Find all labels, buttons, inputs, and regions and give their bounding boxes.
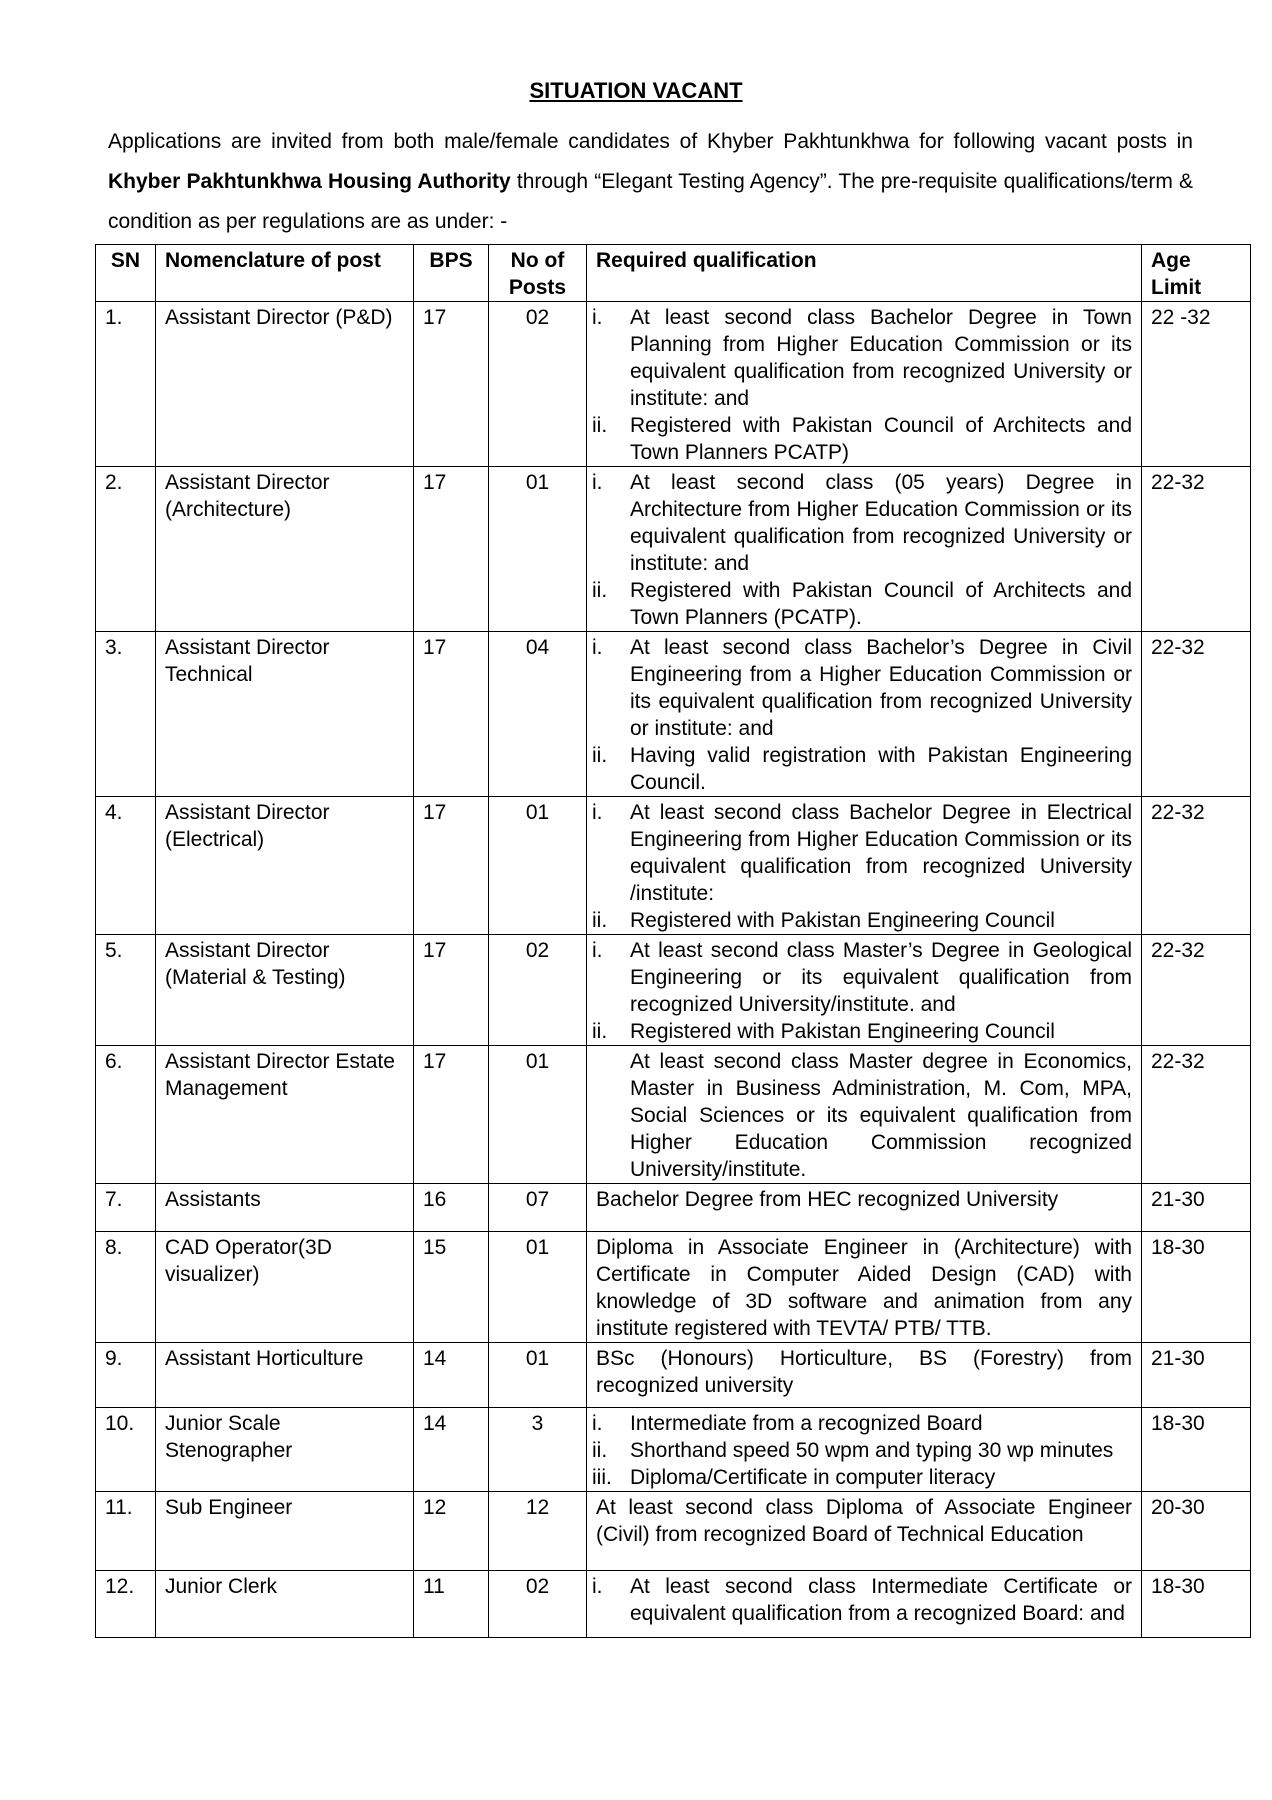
table-row — [96, 1046, 1251, 1184]
table-header-row — [96, 245, 1251, 302]
cell-bps: 17 — [414, 632, 489, 797]
cell-age: 22-32 — [1142, 1046, 1251, 1184]
qualification-item — [592, 634, 1132, 742]
header-qualification: Required qualification — [587, 245, 1142, 302]
cell-bps: 17 — [414, 797, 489, 935]
cell-sn: 4. — [96, 797, 156, 935]
header-bps: BPS — [414, 245, 489, 302]
cell-qualification — [587, 467, 1142, 632]
header-sn: SN — [96, 245, 156, 302]
cell-post: Junior Scale Stenographer — [156, 1408, 414, 1492]
qualification-marker: i. — [592, 1575, 603, 1598]
cell-sn: 5. — [96, 935, 156, 1046]
cell-bps: 11 — [414, 1571, 489, 1638]
qualification-list — [592, 304, 1132, 466]
qualification-item — [592, 1018, 1132, 1045]
cell-sn: 12. — [96, 1571, 156, 1638]
cell-post: Assistant Director Technical — [156, 632, 414, 797]
qualification-item — [592, 799, 1132, 907]
qualification-marker: i. — [592, 801, 603, 824]
qualification-text: At least second class (05 years) Degree in Architecture from Higher Education Commission or its equivalent qualification from recognized University or institute: and — [630, 471, 1132, 575]
cell-qualification — [587, 1571, 1142, 1638]
table-row — [96, 1232, 1251, 1343]
table-row — [96, 1184, 1251, 1232]
table-row — [96, 1408, 1251, 1492]
cell-bps: 17 — [414, 1046, 489, 1184]
cell-sn: 8. — [96, 1232, 156, 1343]
qualification-text: Registered with Pakistan Council of Architects and Town Planners (PCATP). — [630, 579, 1132, 629]
cell-post: Assistant Director (P&D) — [156, 302, 414, 467]
qualification-marker: ii. — [592, 579, 608, 602]
qualification-marker: i. — [592, 471, 603, 494]
cell-post: Assistant Director (Electrical) — [156, 797, 414, 935]
cell-sn: 11. — [96, 1492, 156, 1571]
cell-qualification — [587, 935, 1142, 1046]
qualification-list — [592, 799, 1132, 934]
cell-post: Assistant Horticulture — [156, 1343, 414, 1408]
cell-age: 21-30 — [1142, 1343, 1251, 1408]
cell-posts: 3 — [489, 1408, 587, 1492]
qualification-marker: ii. — [592, 909, 608, 932]
qualification-text: At least second class Intermediate Certificate or equivalent qualification from a recognized Board: and — [630, 1575, 1132, 1625]
qualification-text: Diploma/Certificate in computer literacy — [630, 1466, 996, 1489]
qualification-list — [592, 1410, 1132, 1491]
cell-age: 22-32 — [1142, 632, 1251, 797]
qualification-marker: i. — [592, 939, 603, 962]
cell-sn: 9. — [96, 1343, 156, 1408]
cell-qualification — [587, 1046, 1142, 1184]
cell-post: Junior Clerk — [156, 1571, 414, 1638]
cell-post: Assistant Director (Architecture) — [156, 467, 414, 632]
intro-text-2: through “Elegant Testing Agency”. The pre-requisite qualifications/term & condition as per regulations are as under: - — [108, 170, 1193, 233]
qualification-item — [592, 742, 1132, 796]
qualification-item — [592, 937, 1132, 1018]
cell-age: 22-32 — [1142, 797, 1251, 935]
table-row — [96, 302, 1251, 467]
cell-posts: 01 — [489, 1343, 587, 1408]
cell-bps: 17 — [414, 935, 489, 1046]
qualification-marker: iii. — [592, 1466, 612, 1489]
cell-sn: 6. — [96, 1046, 156, 1184]
cell-bps: 14 — [414, 1408, 489, 1492]
cell-qualification: Diploma in Associate Engineer in (Architecture) with Certificate in Computer Aided Design (CAD) with knowledge of 3D software and animation from any institute registered with TEVTA/ PTB/ TTB. — [587, 1232, 1142, 1343]
cell-posts: 01 — [489, 1046, 587, 1184]
intro-paragraph — [108, 122, 1193, 242]
table-row — [96, 1492, 1251, 1571]
qualification-marker: ii. — [592, 414, 608, 437]
qualification-text: At least second class Bachelor Degree in Town Planning from Higher Education Commission or its equivalent qualification from recognized University or institute: and — [630, 306, 1132, 410]
cell-post: Sub Engineer — [156, 1492, 414, 1571]
qualification-text: Shorthand speed 50 wpm and typing 30 wp minutes — [630, 1439, 1114, 1462]
cell-bps: 14 — [414, 1343, 489, 1408]
cell-post: Assistant Director (Material & Testing) — [156, 935, 414, 1046]
qualification-list — [592, 937, 1132, 1045]
intro-org-name: Khyber Pakhtunkhwa Housing Authority — [108, 170, 511, 193]
cell-qualification — [587, 632, 1142, 797]
qualification-item — [592, 577, 1132, 631]
qualification-text: At least second class Bachelor’s Degree in Civil Engineering from a Higher Education Commission or its equivalent qualification from recognized University or institute: and — [630, 636, 1132, 740]
qualification-marker: ii. — [592, 744, 608, 767]
qualification-item — [592, 907, 1132, 934]
intro-text-1: Applications are invited from both male/female candidates of Khyber Pakhtunkhwa for following vacant posts in — [108, 130, 1193, 153]
table-row — [96, 1571, 1251, 1638]
qualification-marker: i. — [592, 1412, 603, 1435]
cell-bps: 15 — [414, 1232, 489, 1343]
qualification-list — [592, 469, 1132, 631]
cell-age: 21-30 — [1142, 1184, 1251, 1232]
qualification-list — [592, 634, 1132, 796]
qualification-text: At least second class Bachelor Degree in Electrical Engineering from Higher Education Commission or its equivalent qualification from recognized University /institute: — [630, 801, 1132, 905]
cell-sn: 7. — [96, 1184, 156, 1232]
qualification-text: Having valid registration with Pakistan Engineering Council. — [630, 744, 1132, 794]
cell-post: CAD Operator(3D visualizer) — [156, 1232, 414, 1343]
qualification-item — [592, 1573, 1132, 1627]
qualification-marker: ii. — [592, 1020, 608, 1043]
table-row — [96, 632, 1251, 797]
cell-bps: 17 — [414, 467, 489, 632]
cell-age: 18-30 — [1142, 1232, 1251, 1343]
qualification-item — [592, 1437, 1132, 1464]
header-age: Age Limit — [1142, 245, 1251, 302]
table-row — [96, 935, 1251, 1046]
header-post: Nomenclature of post — [156, 245, 414, 302]
qualification-item — [592, 304, 1132, 412]
qualification-item — [596, 1048, 1132, 1183]
cell-posts: 01 — [489, 1232, 587, 1343]
table-row — [96, 797, 1251, 935]
cell-posts: 04 — [489, 632, 587, 797]
cell-qualification — [587, 1408, 1142, 1492]
cell-age: 18-30 — [1142, 1408, 1251, 1492]
qualification-list — [592, 1573, 1132, 1627]
qualification-item — [592, 469, 1132, 577]
cell-qualification: Bachelor Degree from HEC recognized University — [587, 1184, 1142, 1232]
cell-posts: 01 — [489, 797, 587, 935]
table-row — [96, 467, 1251, 632]
cell-qualification — [587, 797, 1142, 935]
cell-qualification: At least second class Diploma of Associate Engineer (Civil) from recognized Board of Technical Education — [587, 1492, 1142, 1571]
qualification-text: Registered with Pakistan Engineering Council — [630, 909, 1055, 932]
cell-post: Assistant Director Estate Management — [156, 1046, 414, 1184]
cell-qualification — [587, 302, 1142, 467]
qualification-item — [592, 412, 1132, 466]
qualification-text: Intermediate from a recognized Board — [630, 1412, 983, 1435]
qualification-marker: ii. — [592, 1439, 608, 1462]
page-title: SITUATION VACANT — [529, 78, 743, 103]
cell-sn: 1. — [96, 302, 156, 467]
cell-age: 20-30 — [1142, 1492, 1251, 1571]
cell-sn: 10. — [96, 1408, 156, 1492]
cell-qualification: BSc (Honours) Horticulture, BS (Forestry) from recognized university — [587, 1343, 1142, 1408]
qualification-text: Registered with Pakistan Council of Architects and Town Planners PCATP) — [630, 414, 1132, 464]
qualification-text: At least second class Master’s Degree in Geological Engineering or its equivalent qualification from recognized University/institute. and — [630, 939, 1132, 1016]
cell-posts: 01 — [489, 467, 587, 632]
cell-sn: 3. — [96, 632, 156, 797]
cell-posts: 02 — [489, 1571, 587, 1638]
cell-bps: 17 — [414, 302, 489, 467]
table-row — [96, 1343, 1251, 1408]
cell-posts: 07 — [489, 1184, 587, 1232]
cell-age: 22-32 — [1142, 935, 1251, 1046]
cell-age: 18-30 — [1142, 1571, 1251, 1638]
cell-posts: 02 — [489, 302, 587, 467]
qualification-item — [592, 1464, 1132, 1491]
qualification-text: Registered with Pakistan Engineering Council — [630, 1020, 1055, 1043]
cell-age: 22 -32 — [1142, 302, 1251, 467]
vacancy-table — [95, 244, 1251, 1638]
header-posts: No of Posts — [489, 245, 587, 302]
qualification-marker: i. — [592, 636, 603, 659]
cell-bps: 16 — [414, 1184, 489, 1232]
qualification-text: At least second class Master degree in Economics, Master in Business Administration, M. Com, MPA, Social Sciences or its equivalent qualification from Higher Education Commission recognized University/institute. — [630, 1050, 1132, 1181]
qualification-list — [596, 1048, 1132, 1183]
cell-posts: 12 — [489, 1492, 587, 1571]
cell-posts: 02 — [489, 935, 587, 1046]
cell-age: 22-32 — [1142, 467, 1251, 632]
qualification-marker: i. — [592, 306, 603, 329]
cell-post: Assistants — [156, 1184, 414, 1232]
qualification-item — [592, 1410, 1132, 1437]
cell-bps: 12 — [414, 1492, 489, 1571]
cell-sn: 2. — [96, 467, 156, 632]
